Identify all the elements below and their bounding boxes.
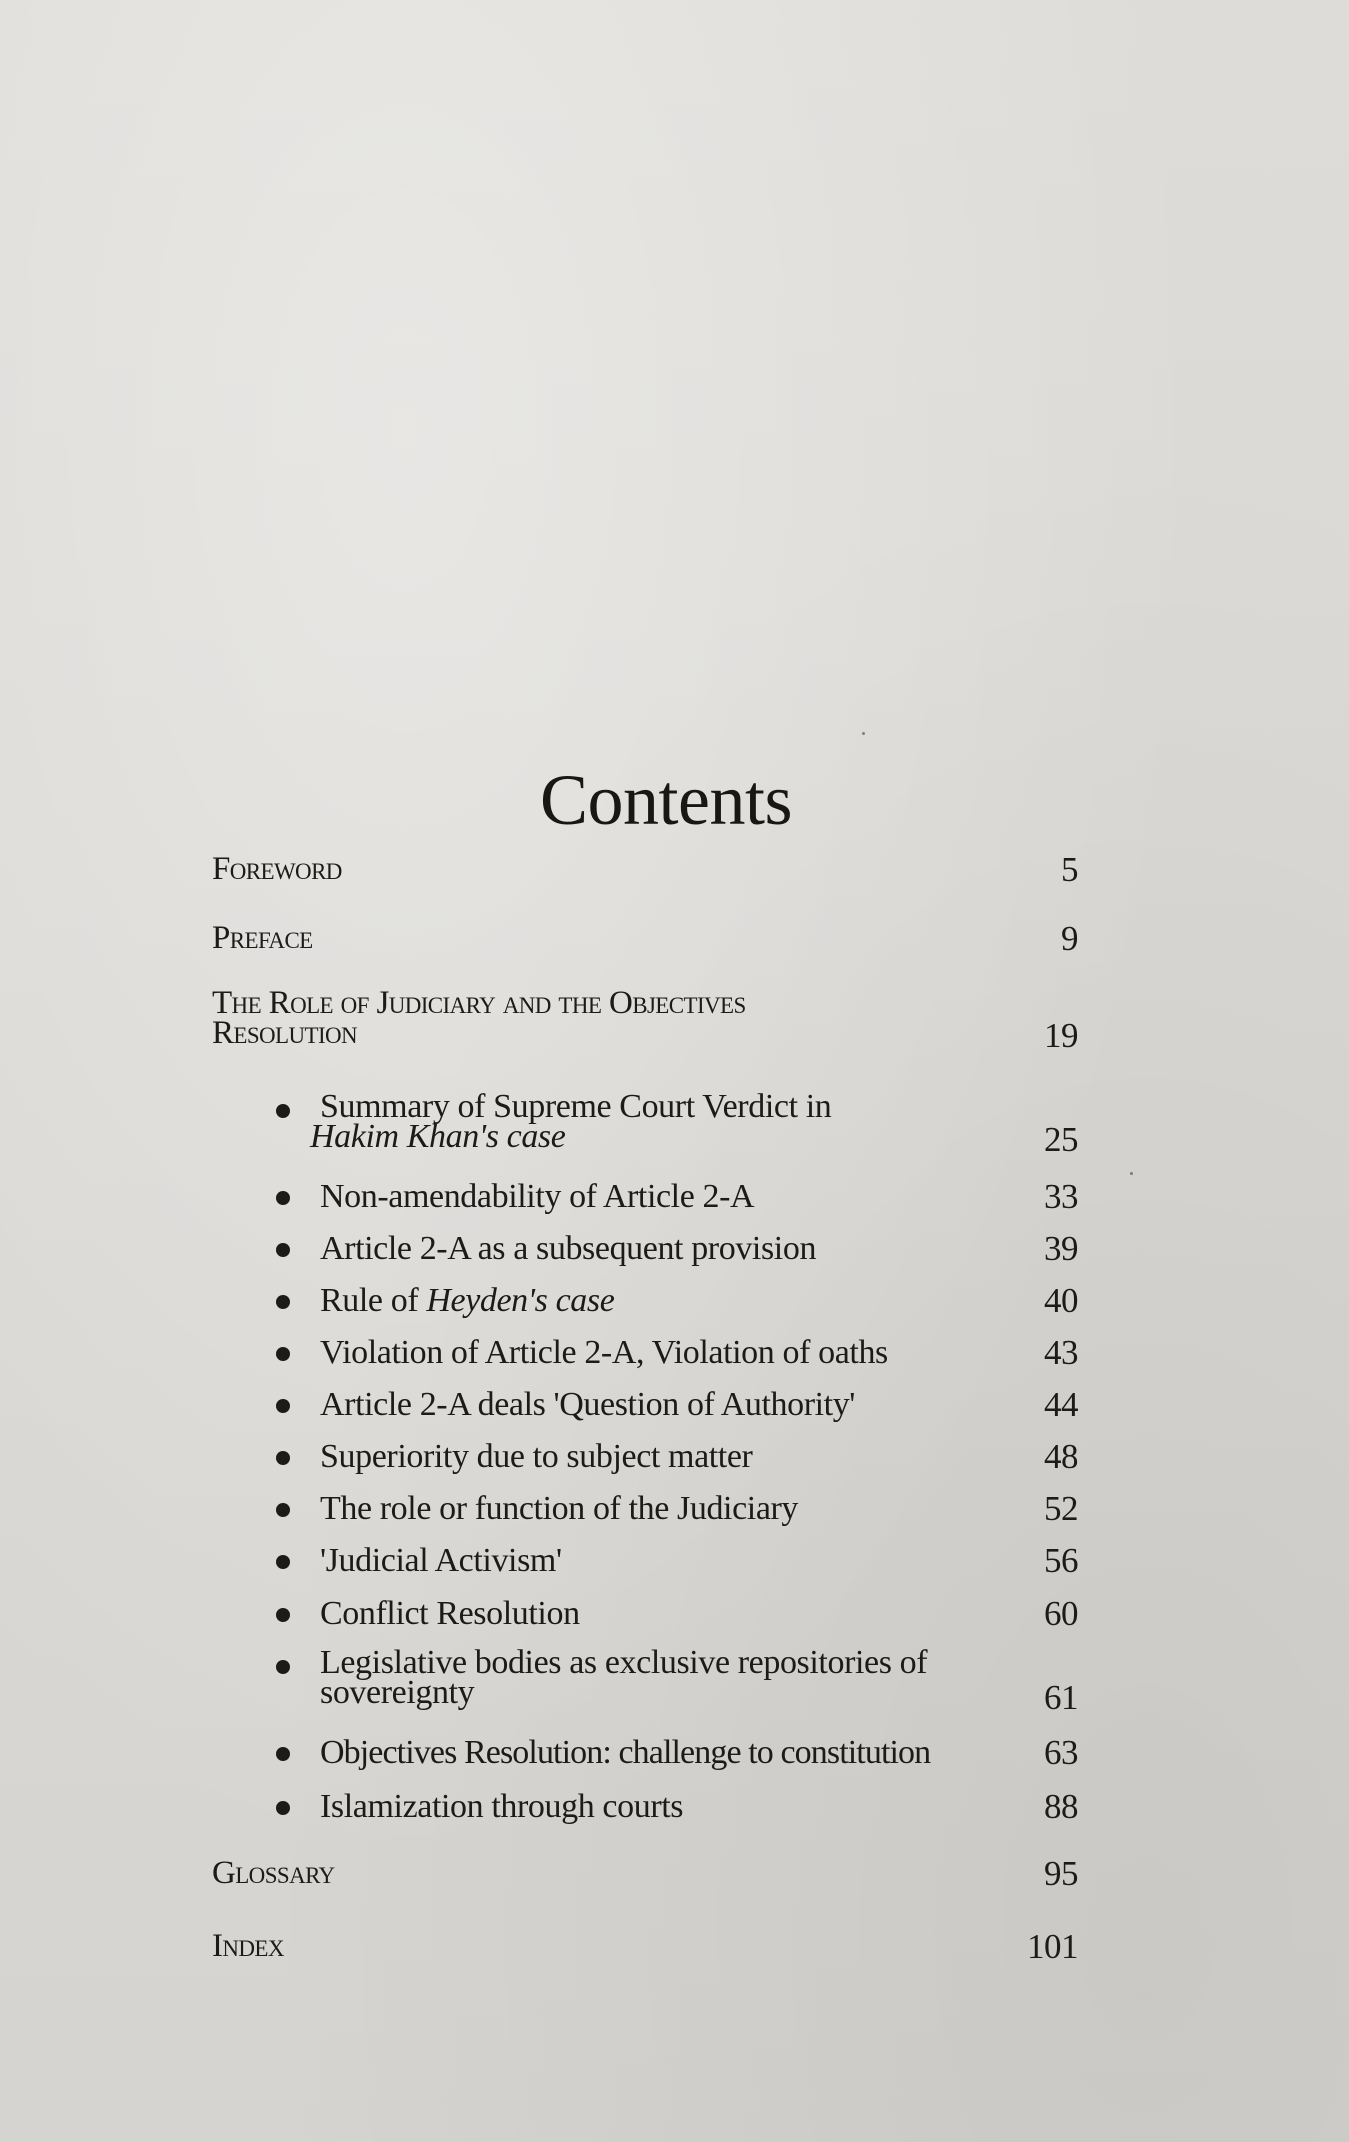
- toc-subentry-label-line1: Summary of Supreme Court Verdict in: [320, 1088, 832, 1125]
- bullet-icon: [276, 1347, 290, 1361]
- toc-subentry-label: Conflict Resolution: [320, 1595, 580, 1632]
- toc-page-number: 19: [1044, 1016, 1078, 1055]
- toc-page-number: 60: [1044, 1594, 1078, 1633]
- bullet-icon: [276, 1243, 290, 1257]
- toc-subentry-label: Objectives Resolution: challenge to constitution: [320, 1734, 931, 1771]
- toc-page-number: 25: [1044, 1120, 1078, 1159]
- toc-page-number: 9: [1061, 919, 1078, 958]
- toc-page-number: 61: [1044, 1678, 1078, 1717]
- toc-page-number: 95: [1044, 1854, 1078, 1893]
- print-speck: [1130, 1172, 1133, 1175]
- toc-subentry-label: Violation of Article 2-A, Violation of oaths: [320, 1334, 888, 1371]
- toc-page-number: 44: [1044, 1385, 1078, 1424]
- toc-subentry-label: Non-amendability of Article 2-A: [320, 1178, 755, 1215]
- toc-subentry-label: 'Judicial Activism': [320, 1542, 562, 1579]
- toc-page-number: 33: [1044, 1177, 1078, 1216]
- toc-entry-label-line1: The Role of Judiciary and the Objectives: [212, 985, 746, 1021]
- toc-subentry-label: [320, 1283, 614, 1319]
- toc-subentry-label-italic: Heyden's case: [426, 1282, 615, 1319]
- bullet-icon: [276, 1503, 290, 1517]
- bullet-icon: [276, 1608, 290, 1622]
- toc-subentry-label: Islamization through courts: [320, 1788, 684, 1825]
- bullet-icon: [276, 1801, 290, 1815]
- toc-subentry-label-prefix: Rule of: [320, 1282, 427, 1319]
- toc-entry-label: Foreword: [212, 851, 342, 887]
- toc-subentry-label-line2: sovereignty: [320, 1674, 475, 1711]
- toc-subentry-label: Superiority due to subject matter: [320, 1438, 753, 1475]
- toc-page-number: 56: [1044, 1541, 1078, 1580]
- bullet-icon: [276, 1555, 290, 1569]
- toc-page-number: 52: [1044, 1489, 1078, 1528]
- toc-entry-label-line2: Resolution: [212, 1015, 358, 1051]
- toc-page-number: 88: [1044, 1787, 1078, 1826]
- bullet-icon: [276, 1660, 290, 1674]
- bullet-icon: [276, 1451, 290, 1465]
- bullet-icon: [276, 1104, 290, 1118]
- toc-entry-label: Preface: [212, 920, 313, 956]
- bullet-icon: [276, 1295, 290, 1309]
- toc-page-number: 48: [1044, 1437, 1078, 1476]
- toc-entry-label: Glossary: [212, 1855, 335, 1891]
- toc-subentry-label: Article 2-A as a subsequent provision: [320, 1230, 817, 1267]
- toc-page-number: 43: [1044, 1333, 1078, 1372]
- page-title: Contents: [539, 760, 792, 841]
- toc-subentry-label: [310, 1088, 832, 1155]
- toc-entry-label: [212, 985, 972, 1051]
- toc-subentry-label: [320, 1644, 928, 1711]
- bullet-icon: [276, 1747, 290, 1761]
- bullet-icon: [276, 1399, 290, 1413]
- toc-subentry-label-line2: Hakim Khan's case: [310, 1118, 566, 1155]
- table-of-contents: [212, 0, 1078, 2142]
- toc-entry-label: Index: [212, 1928, 284, 1964]
- toc-page-number: 39: [1044, 1229, 1078, 1268]
- toc-subentry-label: The role or function of the Judiciary: [320, 1490, 799, 1527]
- toc-subentry-label: Article 2-A deals 'Question of Authority': [320, 1386, 856, 1423]
- toc-page-number: 40: [1044, 1281, 1078, 1320]
- bullet-icon: [276, 1191, 290, 1205]
- toc-page-number: 63: [1044, 1733, 1078, 1772]
- toc-subentry-label-line1: Legislative bodies as exclusive repositories of: [320, 1644, 928, 1681]
- toc-page-number: 101: [1027, 1927, 1078, 1966]
- toc-page-number: 5: [1061, 850, 1078, 889]
